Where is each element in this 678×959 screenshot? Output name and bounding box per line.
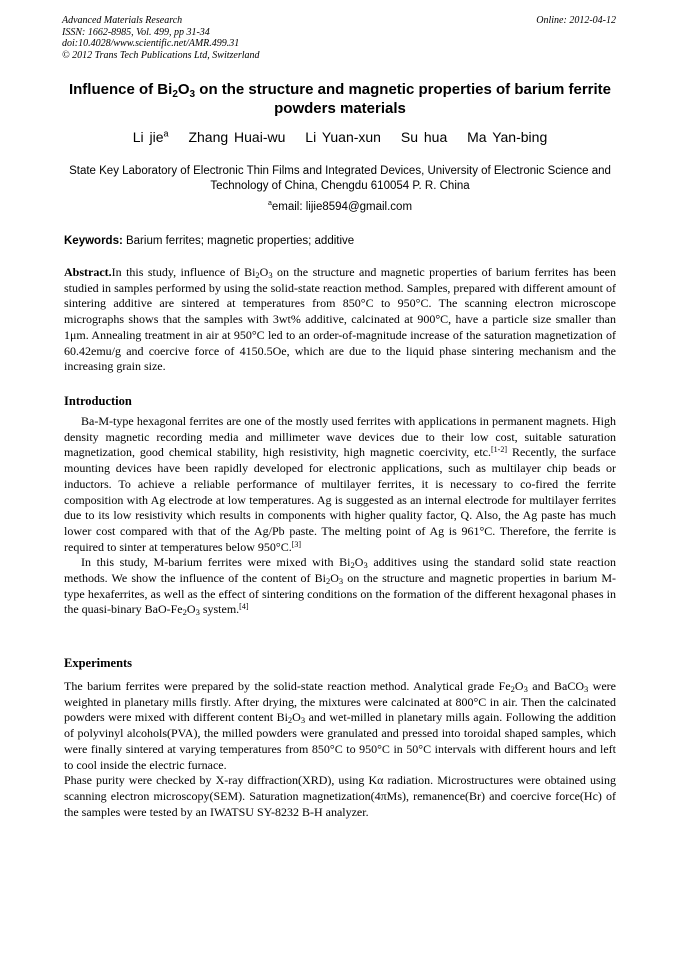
online-date: Online: 2012-04-12 <box>536 15 616 26</box>
issn: ISSN: 1662-8985, Vol. 499, pp 31-34 <box>62 26 210 38</box>
journal-header <box>62 15 260 61</box>
abstract-label: Abstract. <box>64 265 112 279</box>
keywords-label: Keywords: <box>64 235 123 247</box>
author: Ma Yan-bing <box>467 129 548 145</box>
author: Su hua <box>400 129 448 145</box>
author-email: $^a$email: lijie8594@gmail.com <box>267 200 413 213</box>
affiliation: State Key Laboratory of Electronic Thin Films and Integrated Devices, University of Electronic Science and Technology of China, Chengdu 610054 P. R. China <box>69 165 611 192</box>
paragraph: The barium ferrites were prepared by the solid-state reaction method. Analytical grade $Fe_2O_3$ and BaCO$_3$ were weighted in planetary mills firstly. After drying, the mixtures were calcinated at 800°C in air. Then the calcinated powders were mixed with different content $Bi_2O_3$ and wet-milled in planetary mills again. Following the addition of polyvinyl alcohols(PVA), the milled powders were granulated and pressed into toroidal shaped samples, which were finally sintered at varying temperatures from 850°C to 950°C in 50°C intervals with different hours and left to cool inside the electric furnace. <box>64 679 616 772</box>
experiments-heading: Experiments <box>64 656 133 670</box>
paragraph: Ba-M-type hexagonal ferrites are one of the mostly used ferrites with applications in permanent magnets. High density magnetic recording media and millimeter wave devices due to their low cost, suitable saturation magnetization, good chemical stability, high resistivity, high magnetic coercivity, etc.[1-2] Recently, the surface mounting devices have been rapidly developed for electronic applications, such as multilayer chip beads or inductors. To achieve a reliable performance of multilayer ferrites, it is necessary to co-fired the ferrite composition with Ag electrode at low temperatures. Ag is suggested as an internal electrode for multilayer ferrites due to its low resistivity which results in components with higher quality factor, Q. Also, the Ag paste has much lower cost compared with that of the Ag/Pb paste. The melting point of Ag is 961°C. Therefore, the ferrite is required to sinter at temperatures below 950°C.[3] <box>64 414 617 554</box>
author: Zhang Huai-wu <box>188 129 286 145</box>
journal-name: Advanced Materials Research <box>62 15 183 26</box>
author-list <box>64 128 616 146</box>
keywords: Keywords: Barium ferrites; magnetic properties; additive <box>64 235 355 247</box>
paper-title: Influence of $Bi_2O_3$ on the structure and magnetic properties of barium ferrite powders materials <box>68 81 612 117</box>
author: Li Yuan-xun <box>305 129 381 145</box>
introduction-heading: Introduction <box>64 394 132 408</box>
abstract: Abstract.In this study, influence of $Bi_2O_3$ on the structure and magnetic properties of barium ferrites has been studied in samples performed by using the solid-state reaction method. Samples, prepared with different amount of sintering additive are sintered at temperatures from 850°C to 950°C. The scanning electron microscope micrographs shows that the samples with 3wt% additive, calcinated at 900°C, have a particle size smaller than 1μm. Annealing treatment in air at 950°C led to an order-of-magnitude increase of the saturation magnetization of 60.42emu/g and coercive force of 4150.5Oe, which are due to the liquid phase sintering mechanism and the increasing grain size. <box>64 265 616 374</box>
experiments-body <box>64 679 616 820</box>
paragraph: Phase purity were checked by X-ray diffraction(XRD), using Kα radiation. Microstructures were obtained using scanning electron microscopy(SEM). Saturation magnetization(4πMs), remanence(Br) and coercive force(Hc) of the samples were tested by an IWATSU SY-8232 B-H analyzer. <box>64 773 616 819</box>
paragraph: In this study, M-barium ferrites were mixed with $Bi_2O_3$ additives using the standard solid state reaction methods. We show the influence of the content of $Bi_2O_3$ on the structure and magnetic properties in barium M-type hexaferrites, as well as the effect of sintering conditions on the formation of the different hexagonal phases in the quasi-binary BaO-$Fe_2O_3$ system.[4] <box>64 555 616 618</box>
author: Li jie$^a$ <box>132 128 169 145</box>
doi: doi:10.4028/www.scientific.net/AMR.499.31 <box>62 38 240 49</box>
introduction-body <box>64 414 616 618</box>
copyright: © 2012 Trans Tech Publications Ltd, Switzerland <box>62 49 260 61</box>
